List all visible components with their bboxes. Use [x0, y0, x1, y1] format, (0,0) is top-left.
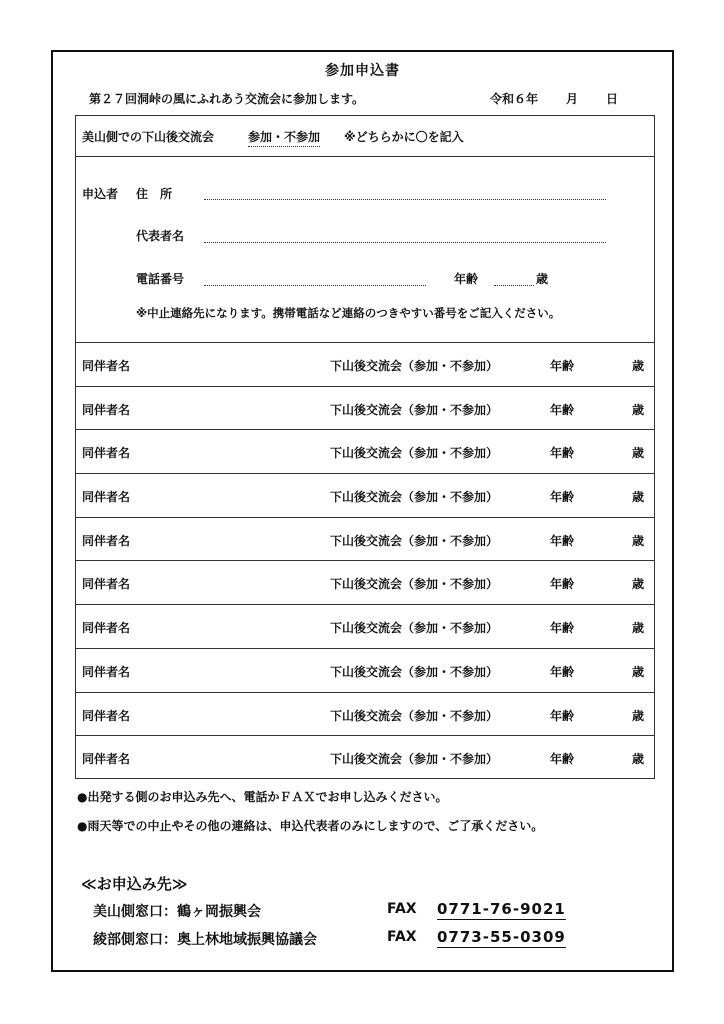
applicant-note: ※中止連絡先になります。携帯電話など連絡のつきやすい番号をご記入ください。	[136, 306, 561, 320]
companion-row[interactable]	[76, 649, 654, 693]
applicant-section	[76, 157, 654, 343]
companion-row[interactable]	[76, 605, 654, 649]
companion-name-label: 同伴者名	[82, 577, 131, 592]
companion-list	[76, 343, 654, 780]
exchange-label: 美山側での下山後交流会	[82, 130, 215, 144]
companion-age-unit: 歳	[632, 446, 645, 461]
companion-age-unit: 歳	[632, 490, 645, 505]
fax-number-miyama: 0771-76-9021	[437, 900, 566, 918]
companion-name-label: 同伴者名	[82, 446, 131, 461]
companion-name-label: 同伴者名	[82, 359, 131, 373]
companion-age-label: 年齢	[550, 359, 575, 373]
companion-age-label: 年齢	[550, 708, 575, 723]
address-label: 住 所	[136, 187, 173, 201]
exchange-note: ※どちらかに〇を記入	[344, 130, 464, 144]
companion-event-choice[interactable]: 下山後交流会（参加・不参加）	[330, 577, 499, 592]
companion-row[interactable]	[76, 474, 654, 518]
companion-row[interactable]	[76, 430, 654, 474]
companion-name-label: 同伴者名	[82, 664, 131, 679]
companion-event-choice[interactable]: 下山後交流会（参加・不参加）	[330, 402, 499, 417]
companion-name-label: 同伴者名	[82, 533, 131, 548]
companion-event-choice[interactable]: 下山後交流会（参加・不参加）	[330, 708, 499, 723]
phone-field[interactable]	[204, 285, 426, 286]
representative-label: 代表者名	[136, 229, 185, 243]
companion-row[interactable]	[76, 343, 654, 387]
companion-name-label: 同伴者名	[82, 752, 131, 767]
applicant-label: 申込者	[82, 187, 119, 201]
companion-event-choice[interactable]: 下山後交流会（参加・不参加）	[330, 359, 499, 373]
companion-event-choice[interactable]: 下山後交流会（参加・不参加）	[330, 533, 499, 548]
fax-label-miyama: FAX	[387, 901, 417, 917]
applicant-age-field[interactable]	[494, 285, 534, 286]
companion-name-label: 同伴者名	[82, 402, 131, 417]
companion-event-choice[interactable]: 下山後交流会（参加・不参加）	[330, 490, 499, 505]
companion-age-unit: 歳	[632, 402, 645, 417]
companion-age-label: 年齢	[550, 446, 575, 461]
companion-age-unit: 歳	[632, 621, 645, 636]
companion-age-unit: 歳	[632, 708, 645, 723]
fax-label-ayabe: FAX	[387, 929, 417, 945]
date-line	[490, 90, 618, 107]
application-table	[75, 115, 655, 779]
address-field[interactable]	[204, 199, 606, 200]
companion-age-label: 年齢	[550, 533, 575, 548]
companion-age-label: 年齢	[550, 402, 575, 417]
companion-row[interactable]	[76, 518, 654, 562]
date-era: 令和６年	[490, 92, 539, 106]
companion-age-unit: 歳	[632, 359, 645, 373]
companion-row[interactable]	[76, 693, 654, 737]
companion-name-label: 同伴者名	[82, 621, 131, 636]
companion-age-unit: 歳	[632, 752, 645, 767]
companion-row[interactable]	[76, 736, 654, 780]
companion-age-label: 年齢	[550, 664, 575, 679]
companion-row[interactable]	[76, 387, 654, 431]
companion-event-choice[interactable]: 下山後交流会（参加・不参加）	[330, 664, 499, 679]
companion-age-unit: 歳	[632, 533, 645, 548]
destination-ayabe: 綾部側窓口：奥上林地域振興協議会	[93, 932, 317, 948]
companion-name-label: 同伴者名	[82, 490, 131, 505]
companion-age-label: 年齢	[550, 621, 575, 636]
intro-text: 第２７回洞峠の風にふれあう交流会に参加します。	[89, 92, 365, 106]
fax-number-ayabe: 0773-55-0309	[437, 928, 566, 946]
form-title: 参加申込書	[325, 63, 400, 79]
companion-age-label: 年齢	[550, 577, 575, 592]
exchange-choice[interactable]: 参加・不参加	[248, 128, 320, 147]
companion-name-label: 同伴者名	[82, 708, 131, 723]
companion-row[interactable]	[76, 561, 654, 605]
representative-field[interactable]	[204, 242, 606, 243]
companion-event-choice[interactable]: 下山後交流会（参加・不参加）	[330, 752, 499, 767]
companion-age-label: 年齢	[550, 752, 575, 767]
companion-age-unit: 歳	[632, 577, 645, 592]
companion-event-choice[interactable]: 下山後交流会（参加・不参加）	[330, 446, 499, 461]
destination-heading: ≪お申込み先≫	[81, 875, 188, 893]
note-application-method: ●出発する側のお申込み先へ、電話かＦＡＸでお申し込みください。	[77, 790, 448, 804]
destination-miyama: 美山側窓口：鶴ヶ岡振興会	[93, 904, 261, 920]
companion-age-label: 年齢	[550, 490, 575, 505]
exchange-row	[76, 116, 654, 157]
form-frame	[51, 50, 674, 972]
date-day[interactable]: 日	[606, 92, 619, 106]
applicant-age-unit: 歳	[536, 272, 549, 286]
note-cancellation: ●雨天等での中止やその他の連絡は、申込代表者のみにしますので、ご了承ください。	[77, 819, 544, 833]
phone-label: 電話番号	[136, 272, 185, 286]
companion-event-choice[interactable]: 下山後交流会（参加・不参加）	[330, 621, 499, 636]
applicant-age-label: 年齢	[454, 272, 479, 286]
companion-age-unit: 歳	[632, 664, 645, 679]
date-month[interactable]: 月	[566, 92, 579, 106]
